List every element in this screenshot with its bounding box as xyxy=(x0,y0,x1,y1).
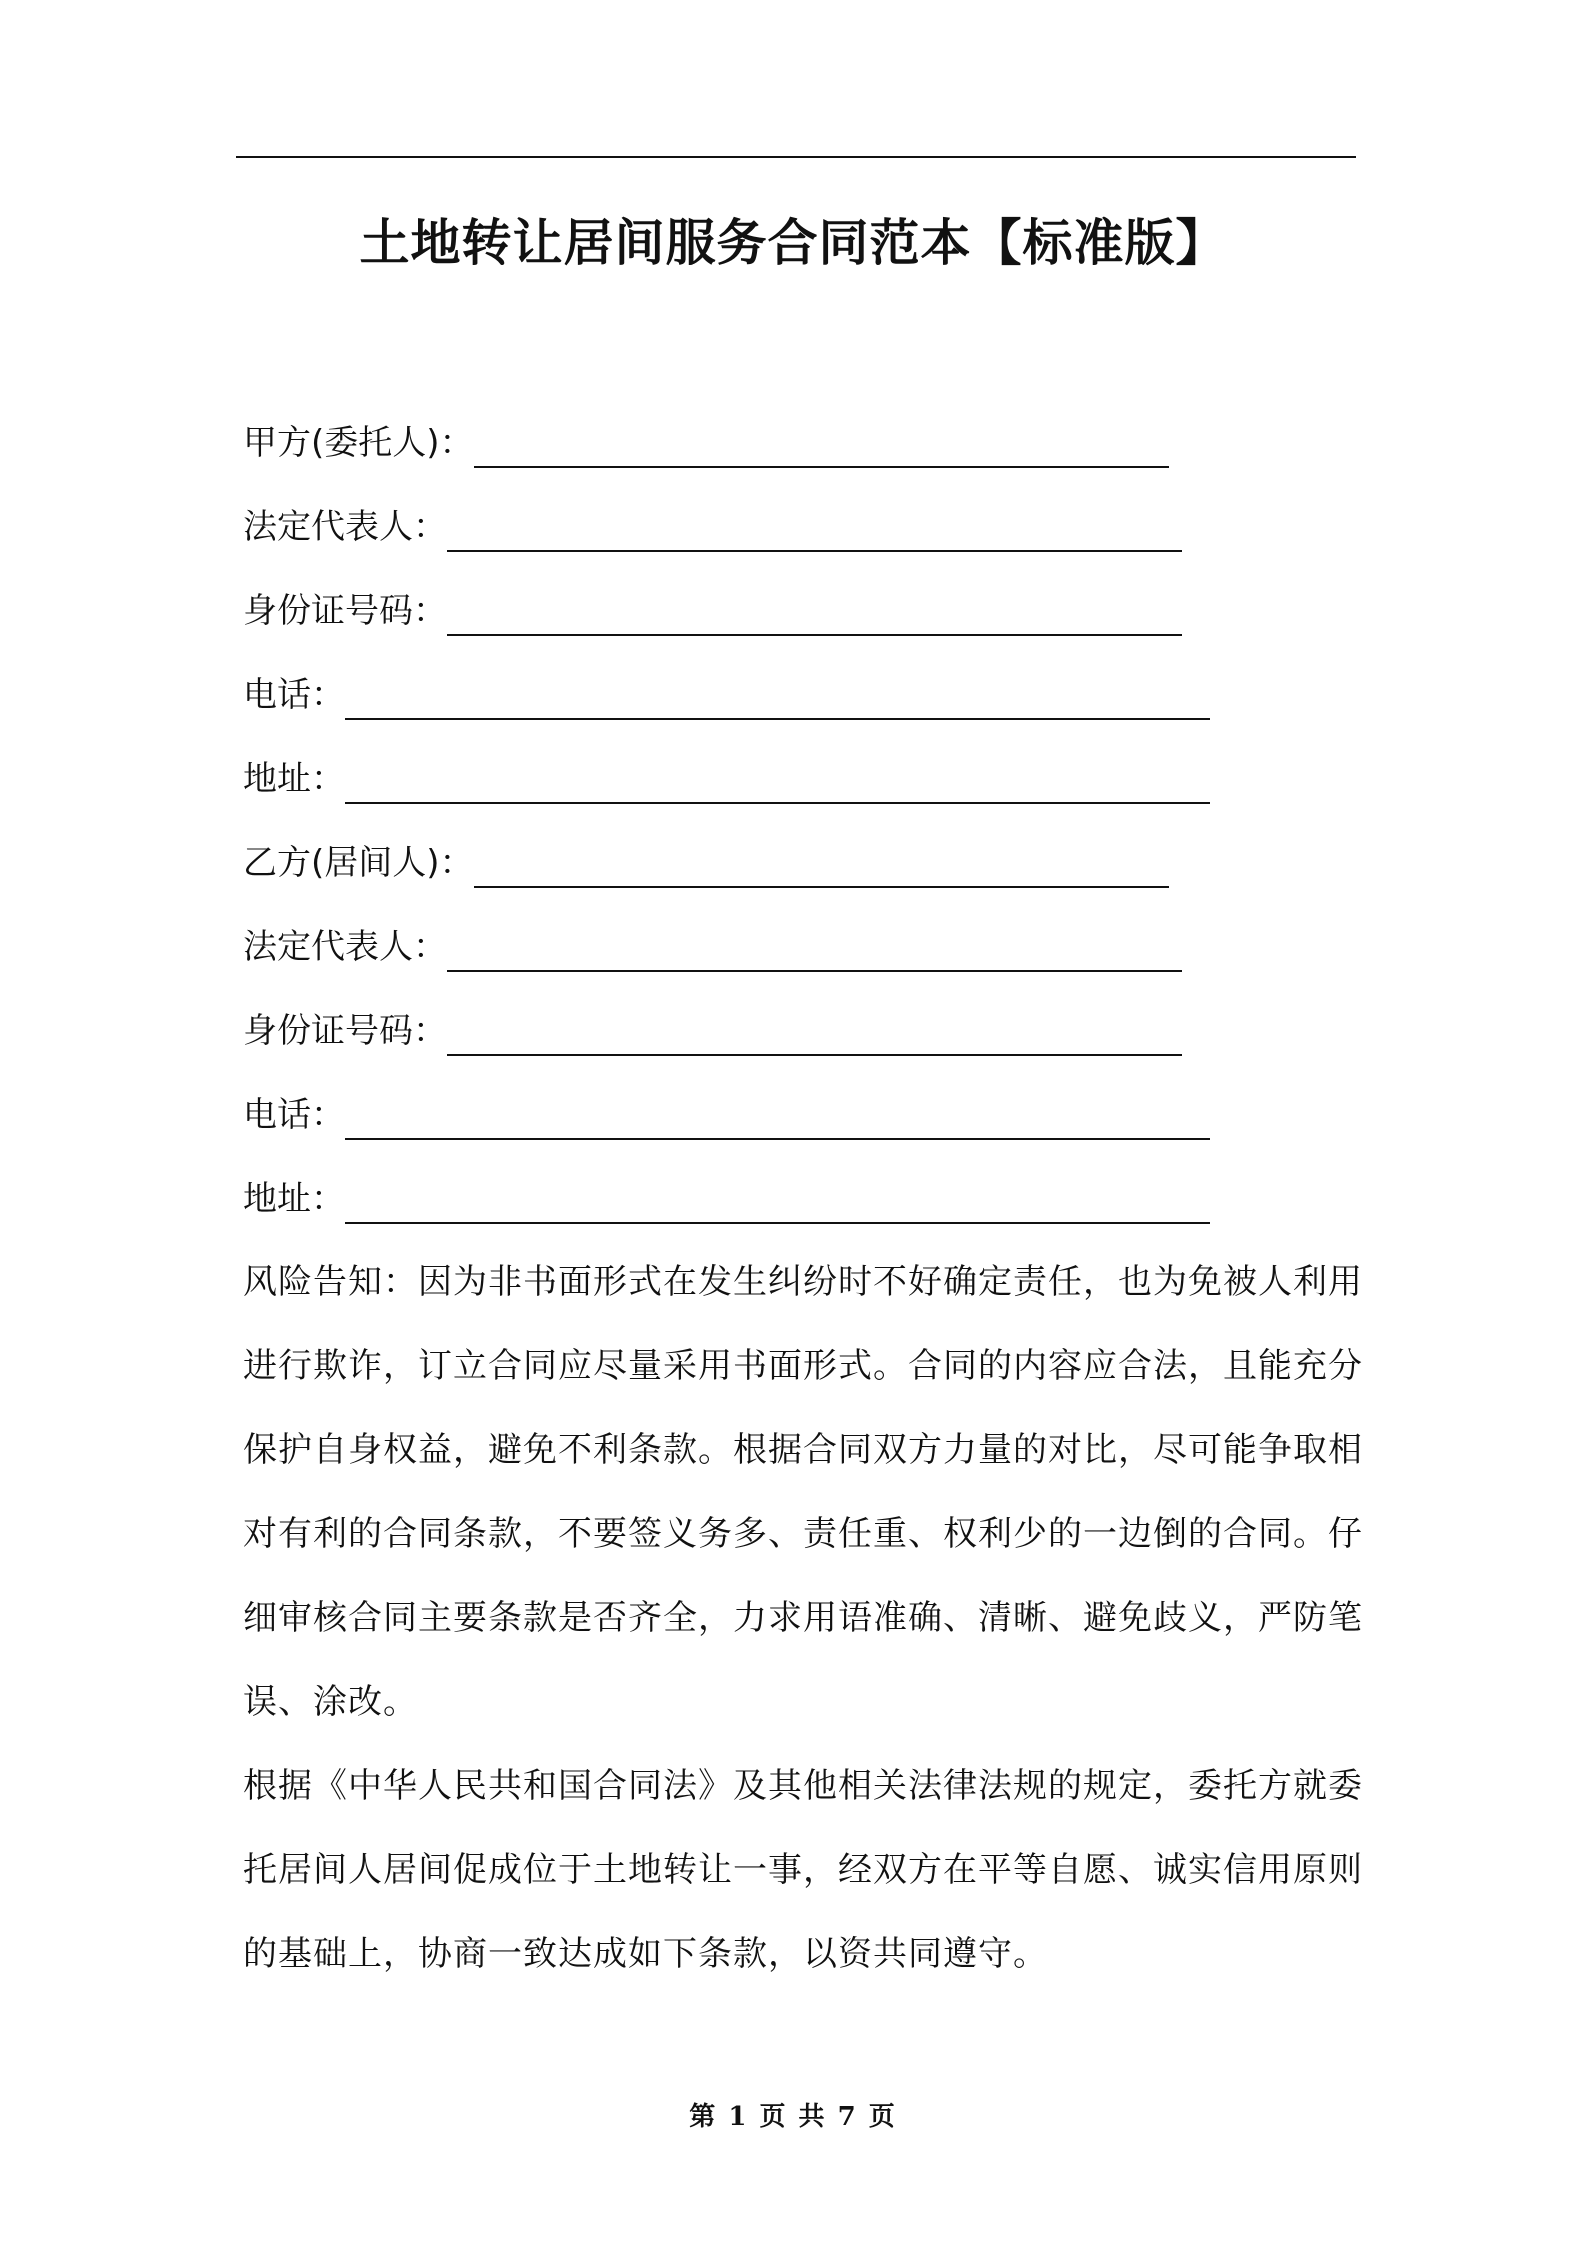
fill-in-blank[interactable] xyxy=(447,1006,1182,1056)
field-label: 身份证号码： xyxy=(243,591,447,631)
fill-in-blank[interactable] xyxy=(447,502,1182,552)
party-b-phone-field xyxy=(243,1082,1363,1166)
fill-in-blank[interactable] xyxy=(345,1174,1210,1224)
field-label: 地址： xyxy=(243,759,345,799)
party-b-broker-field xyxy=(243,830,1363,914)
field-label: 乙方(居间人)： xyxy=(243,843,474,883)
field-label: 电话： xyxy=(243,675,345,715)
field-label: 法定代表人： xyxy=(243,927,447,967)
risk-notice-paragraph: 风险告知：因为非书面形式在发生纠纷时不好确定责任，也为免被人利用进行欺诈，订立合同应尽量采用书面形式。合同的内容应合法，且能充分保护自身权益，避免不利条款。根据合同双方力量的对比，尽可能争取相对有利的合同条款，不要签义务多、责任重、权利少的一边倒的合同。仔细审核合同主要条款是否齐全，力求用语准确、清晰、避免歧义，严防笔误、涂改。 xyxy=(243,1262,1363,1722)
party-a-address-field xyxy=(243,746,1363,830)
fill-in-blank[interactable] xyxy=(474,838,1169,888)
field-label: 甲方(委托人)： xyxy=(243,423,474,463)
fill-in-blank[interactable] xyxy=(345,754,1210,804)
fill-in-blank[interactable] xyxy=(345,1090,1210,1140)
preamble-paragraph: 根据《中华人民共和国合同法》及其他相关法律法规的规定，委托方就委托居间人居间促成位于土地转让一事，经双方在平等自愿、诚实信用原则的基础上，协商一致达成如下条款，以资共同遵守。 xyxy=(243,1766,1363,1974)
header-rule xyxy=(236,156,1356,158)
party-a-phone-field xyxy=(243,662,1363,746)
fill-in-blank[interactable] xyxy=(447,922,1182,972)
page-number: 第 1 页 共 7 页 xyxy=(689,2102,897,2132)
field-label: 电话： xyxy=(243,1095,345,1135)
party-a-id-number-field xyxy=(243,578,1363,662)
contract-body xyxy=(243,1240,1363,1996)
party-b-address-field xyxy=(243,1166,1363,1250)
field-label: 身份证号码： xyxy=(243,1011,447,1051)
party-a-legal-rep-field xyxy=(243,494,1363,578)
fill-in-blank[interactable] xyxy=(345,670,1210,720)
document-title: 土地转让居间服务合同范本【标准版】 xyxy=(359,214,1227,272)
party-a-client-field xyxy=(243,410,1363,494)
fill-in-blank[interactable] xyxy=(447,586,1182,636)
party-info-fields xyxy=(243,410,1363,1250)
party-b-id-number-field xyxy=(243,998,1363,1082)
fill-in-blank[interactable] xyxy=(474,418,1169,468)
party-b-legal-rep-field xyxy=(243,914,1363,998)
field-label: 法定代表人： xyxy=(243,507,447,547)
field-label: 地址： xyxy=(243,1179,345,1219)
